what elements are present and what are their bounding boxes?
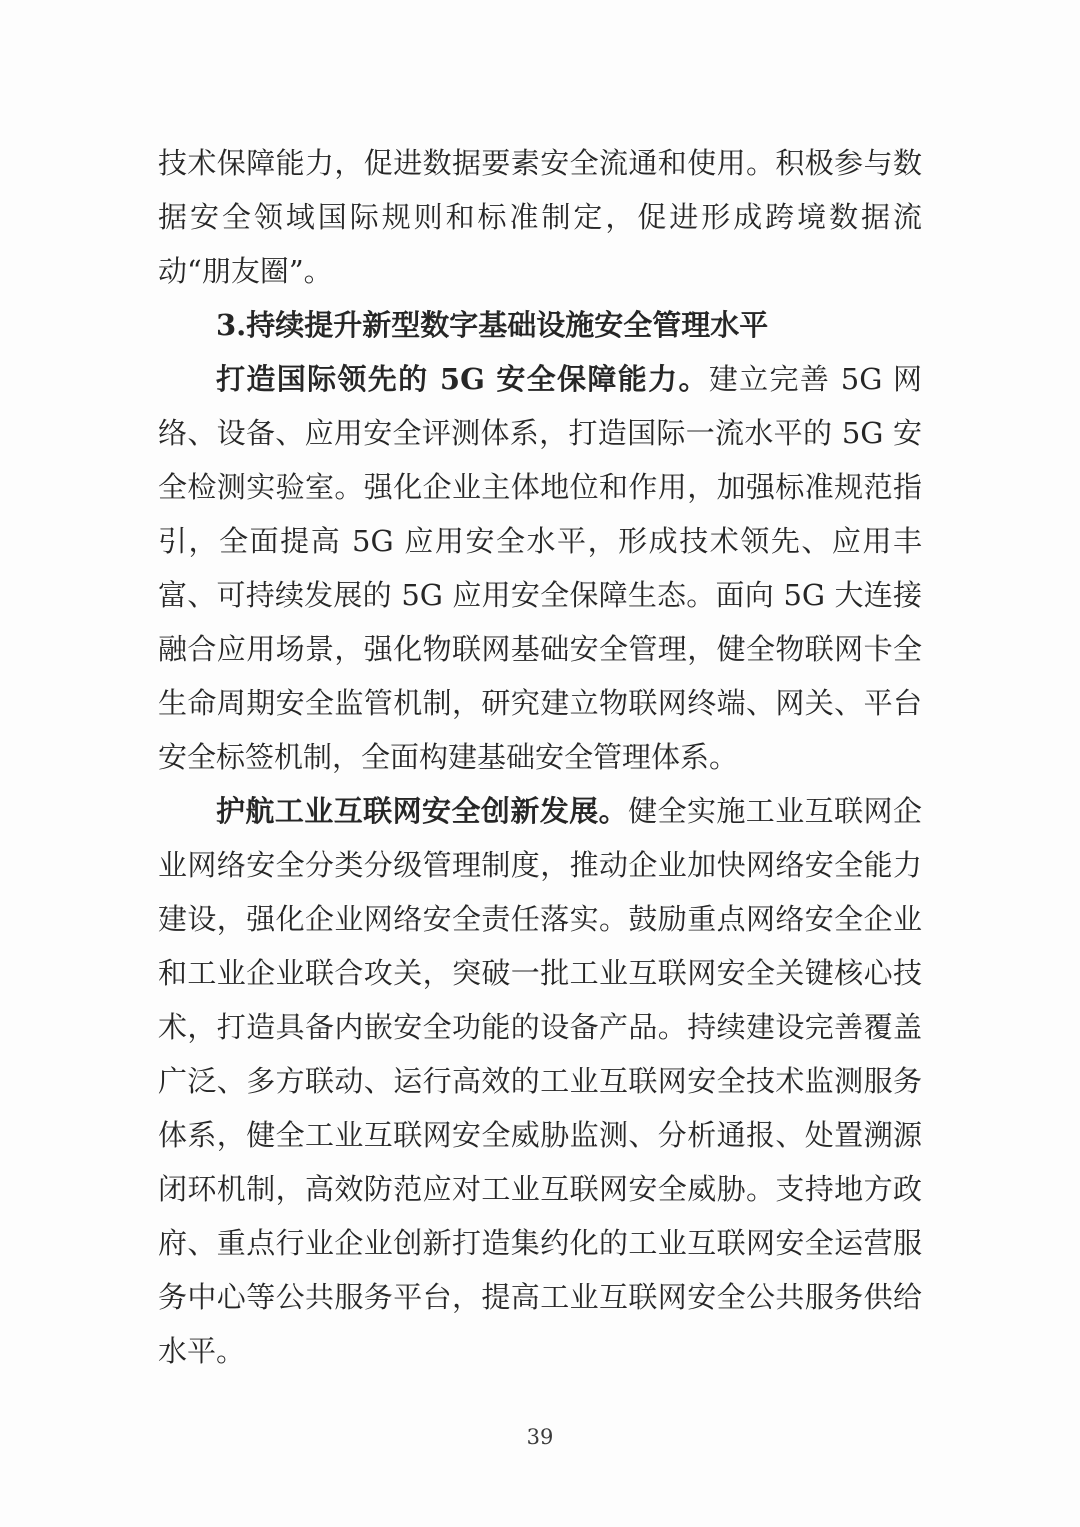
paragraph-5g-security — [158, 352, 922, 784]
page-number: 39 — [526, 1425, 554, 1449]
paragraph-lead-bold: 护航工业互联网安全创新发展。 — [216, 794, 629, 828]
paragraph-body-text: 健全实施工业互联网企业网络安全分类分级管理制度，推动企业加快网络安全能力建设，强化企业网络安全责任落实。鼓励重点网络安全企业和工业企业联合攻关，突破一批工业互联网安全关键核心技术，打造具备内嵌安全功能的设备产品。持续建设完善覆盖广泛、多方联动、运行高效的工业互联网安全技术监测服务体系，健全工业互联网安全威胁监测、分析通报、处置溯源闭环机制，高效防范应对工业互联网安全威胁。支持地方政府、重点行业企业创新打造集约化的工业互联网安全运营服务中心等公共服务平台，提高工业互联网安全公共服务供给水平。 — [158, 794, 922, 1368]
paragraph-continuation: 技术保障能力，促进数据要素安全流通和使用。积极参与数据安全领域国际规则和标准制定，促进形成跨境数据流动“朋友圈”。 — [158, 146, 922, 288]
paragraph-lead-bold: 打造国际领先的 5G 安全保障能力。 — [216, 362, 709, 396]
paragraph-body-text: 建立完善 5G 网络、设备、应用安全评测体系，打造国际一流水平的 5G 安全检测实验室。强化企业主体地位和作用，加强标准规范指引，全面提高 5G 应用安全水平，形成技术领先、应用丰富、可持续发展的 5G 应用安全保障生态。面向 5G 大连接融合应用场景，强化物联网基础安全管理，健全物联网卡全生命周期安全监管机制，研究建立物联网终端、网关、平台安全标签机制，全面构建基础安全管理体系。 — [158, 362, 922, 774]
paragraph-industrial-internet — [158, 784, 922, 1378]
section-heading: 3.持续提升新型数字基础设施安全管理水平 — [216, 308, 769, 342]
